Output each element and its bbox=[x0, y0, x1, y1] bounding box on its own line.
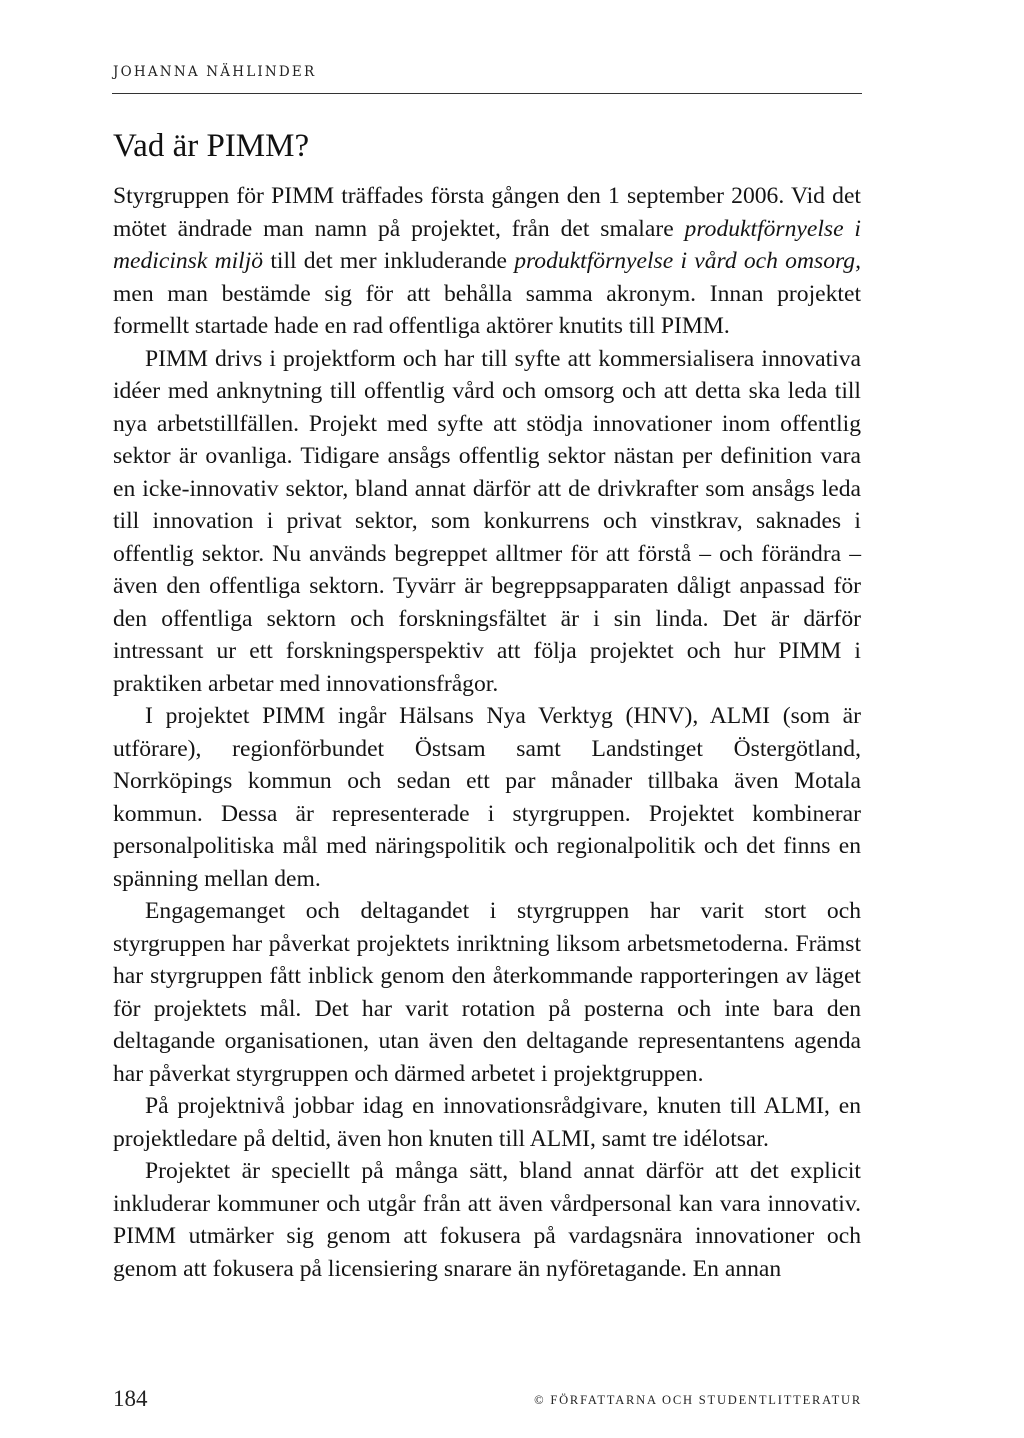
header-rule bbox=[112, 93, 862, 94]
paragraph bbox=[113, 180, 861, 343]
section-heading: Vad är PIMM? bbox=[113, 128, 310, 164]
text-segment: Styrgruppen för PIMM träffades första gången den 1 september 2006. Vid det mötet ändrade man namn på projektet, från det smalare bbox=[113, 183, 861, 242]
page-number: 184 bbox=[113, 1386, 148, 1411]
text-segment: till det mer inkluderande bbox=[263, 248, 515, 274]
text-segment: Projektet är speciellt på många sätt, bland annat därför att det explicit inkluderar kommuner och utgår från att även vårdpersonal kan vara innovativ. PIMM utmärker sig genom att fokusera på vardagsnära innovationer och genom att fokusera på licensiering snarare än nyföretagande. En annan bbox=[113, 1158, 861, 1282]
text-segment: I projektet PIMM ingår Hälsans Nya Verktyg (HNV), ALMI (som är utförare), regionförbundet Östsam samt Landstinget Östergötland, Norrköpings kommun och sedan ett par månader tillbaka även Motala kommun. Dessa är representerade i styrgruppen. Projektet kombinerar personalpolitiska mål med näringspolitik och regionalpolitik och det finns en spänning mellan dem. bbox=[113, 703, 861, 892]
running-header: JOHANNA NÄHLINDER bbox=[113, 64, 317, 80]
paragraph bbox=[113, 700, 861, 895]
paragraph bbox=[113, 1155, 861, 1285]
footer-credit: © FÖRFATTARNA OCH STUDENTLITTERATUR bbox=[534, 1393, 862, 1407]
italic-term: produktförnyelse i medicinsk miljö bbox=[113, 215, 861, 274]
text-segment: PIMM drivs i projektform och har till syfte att kommersialisera innovativa idéer med anknytning till offentlig vård och omsorg och att detta ska leda till nya arbetstillfällen. Projekt med syfte att stödja innovationer inom offentlig sektor är ovanliga. Tidigare ansågs offentlig sektor nästan per definition vara en icke-innovativ sektor, bland annat därför att de drivkrafter som ansågs leda till innovation i privat sektor, som konkurrens och vinstkrav, saknades i offentlig sektor. Nu används begreppet alltmer för att förstå – och förändra – även den offentliga sektorn. Tyvärr är begreppsapparaten dåligt anpassad för den offentliga sektorn och forskningsfältet är i sin linda. Det är därför intressant ur ett forskningsperspektiv att följa projektet och hur PIMM i praktiken arbetar med innovationsfrågor. bbox=[113, 345, 861, 697]
body-text bbox=[113, 180, 861, 1285]
paragraph bbox=[113, 1090, 861, 1155]
paragraph bbox=[113, 343, 861, 701]
paragraph bbox=[113, 895, 861, 1090]
text-segment: På projektnivå jobbar idag en innovationsrådgivare, knuten till ALMI, en projektledare på deltid, även hon knuten till ALMI, samt tre idélotsar. bbox=[113, 1093, 861, 1152]
text-segment: Engagemanget och deltagandet i styrgruppen har varit stort och styrgruppen har påverkat projektets inriktning liksom arbetsmetoderna. Främst har styrgruppen fått inblick genom den återkommande rapporteringen av läget för projektets mål. Det har varit rotation på posterna och inte bara den deltagande organisationen, utan även den deltagande representantens agenda har påverkat styrgruppen och därmed arbetet i projektgruppen. bbox=[113, 898, 861, 1087]
text-segment: men man bestämde sig för att behålla samma akronym. Innan projektet formellt startade hade en rad offentliga aktörer knutits till PIMM. bbox=[113, 280, 861, 339]
italic-term: produktförnyelse i vård och omsorg, bbox=[514, 248, 861, 274]
